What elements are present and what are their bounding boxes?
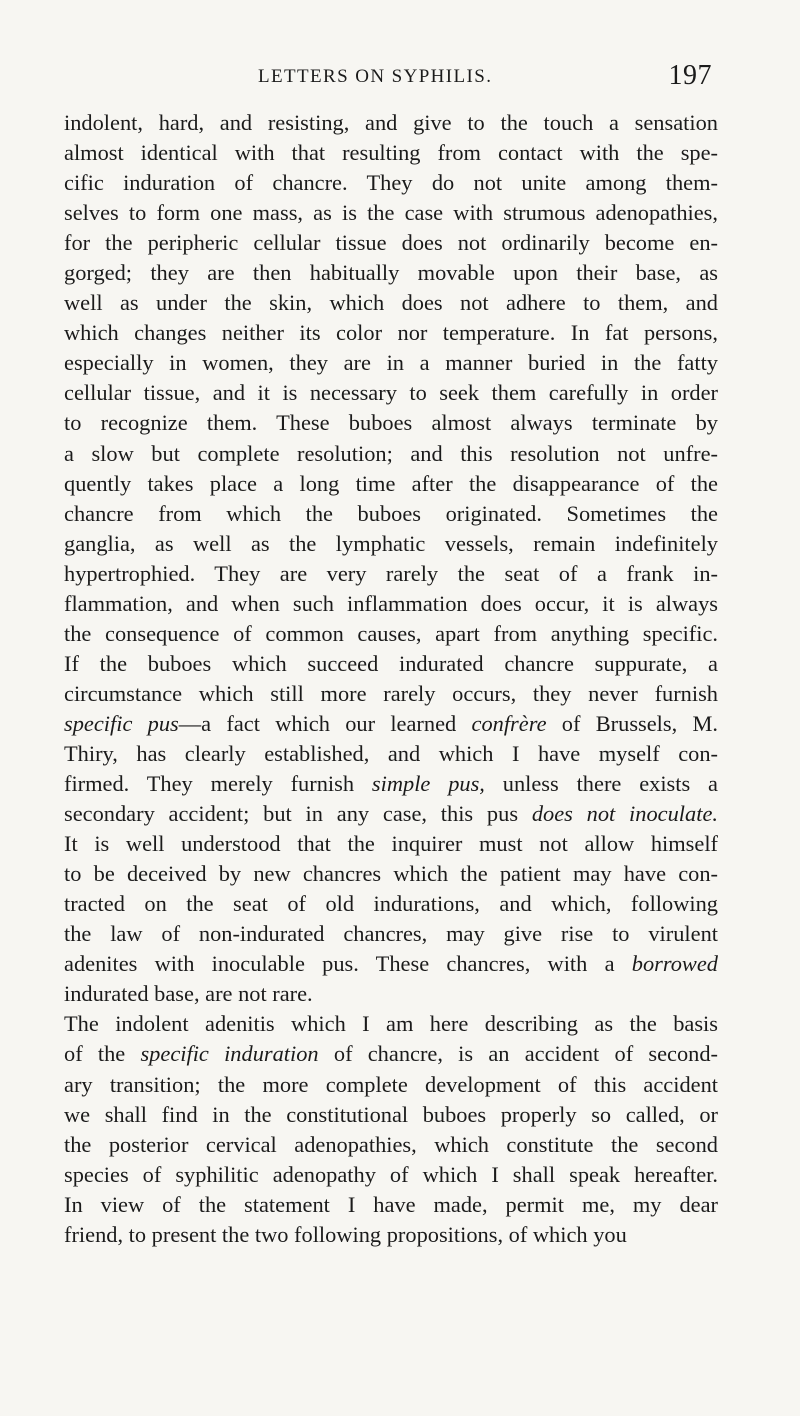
text-segment: indolent, hard, and resisting, and give to the touch a sensation (64, 110, 718, 135)
text-line (64, 439, 718, 469)
text-line (64, 1160, 718, 1190)
text-segment: circumstance which still more rarely occurs, they never furnish (64, 680, 718, 706)
text-line (64, 469, 718, 499)
text-segment: selves to form one mass, as is the case with strumous adenopathies, (64, 200, 718, 226)
italic-text: specific pus (64, 710, 179, 736)
text-segment: The indolent adenitis which I am here describing as the basis (64, 1011, 718, 1037)
text-line (64, 1039, 718, 1069)
text-line (64, 1100, 718, 1130)
text-line (64, 589, 718, 619)
text-line (64, 138, 718, 168)
text-line (64, 859, 718, 889)
text-segment: almost identical with that resulting from contact with the spe- (64, 140, 718, 166)
text-segment: for the peripheric cellular tissue does not ordinarily become en- (64, 230, 718, 256)
text-segment: quently takes place a long time after the disappearance of the (64, 470, 718, 496)
text-line (64, 198, 718, 228)
text-line (64, 348, 718, 378)
text-line (64, 679, 718, 709)
text-segment: we shall find in the constitutional buboes properly so called, or (64, 1101, 718, 1127)
page-number: 197 (668, 60, 712, 91)
text-segment: —a fact which our learned (178, 710, 472, 736)
text-line (64, 559, 718, 589)
text-segment: Thiry, has clearly established, and which I have myself con- (64, 740, 718, 766)
text-segment: chancre from which the buboes originated. Sometimes the (64, 500, 718, 526)
text-line (64, 108, 718, 138)
text-segment: of Brussels, M. (546, 710, 719, 736)
text-line (64, 408, 718, 438)
text-line (64, 709, 718, 739)
text-segment: cellular tissue, and it is necessary to seek them carefully in order (64, 380, 718, 406)
text-segment: to recognize them. These buboes almost always terminate by (64, 410, 718, 436)
text-segment: flammation, and when such inflammation does occur, it is always (64, 590, 718, 616)
text-segment: the law of non-indurated chancres, may give rise to virulent (64, 921, 718, 947)
running-head: LETTERS ON SYPHILIS. (258, 66, 493, 87)
text-segment: especially in women, they are in a manner buried in the fatty (64, 350, 718, 376)
text-line (64, 1220, 718, 1250)
text-segment: species of syphilitic adenopathy of which I shall speak hereafter. (64, 1161, 718, 1187)
text-line (64, 829, 718, 859)
italic-text: confrère (471, 710, 547, 736)
text-line (64, 889, 718, 919)
text-segment: adenites with inoculable pus. These chancres, with a (64, 951, 632, 977)
text-line (64, 1130, 718, 1160)
italic-text: specific induration (140, 1041, 319, 1067)
text-line (64, 1190, 718, 1220)
text-line (64, 529, 718, 559)
text-line (64, 949, 718, 979)
text-line (64, 318, 718, 348)
text-line (64, 979, 718, 1009)
text-segment: cific induration of chancre. They do not unite among them- (64, 170, 718, 196)
text-line (64, 499, 718, 529)
text-segment: which changes neither its color nor temperature. In fat persons, (64, 320, 718, 346)
text-line (64, 769, 718, 799)
text-line (64, 378, 718, 408)
text-line (64, 168, 718, 198)
text-segment: It is well understood that the inquirer must not allow himself (64, 831, 718, 857)
italic-text: simple pus, (371, 771, 485, 797)
body-text (64, 108, 718, 1250)
text-segment: the consequence of common causes, apart from anything specific. (64, 620, 718, 646)
text-line (64, 619, 718, 649)
text-segment: tracted on the seat of old indurations, and which, following (64, 891, 718, 917)
text-line (64, 649, 718, 679)
text-segment: If the buboes which succeed indurated chancre suppurate, a (64, 650, 718, 676)
text-segment: gorged; they are then habitually movable upon their base, as (64, 260, 718, 286)
text-line (64, 288, 718, 318)
text-segment: ary transition; the more complete development of this accident (64, 1071, 718, 1097)
text-segment: the posterior cervical adenopathies, which constitute the second (64, 1131, 718, 1157)
text-line (64, 1009, 718, 1039)
text-line (64, 1070, 718, 1100)
text-segment: well as under the skin, which does not adhere to them, and (64, 290, 718, 316)
text-segment: friend, to present the two following propositions, of which you (64, 1221, 627, 1247)
text-segment: In view of the statement I have made, permit me, my dear (64, 1191, 718, 1217)
text-segment: secondary accident; but in any case, this pus (64, 801, 532, 827)
text-segment: ganglia, as well as the lymphatic vessels, remain indefinitely (64, 530, 718, 556)
text-segment: firmed. They merely furnish (64, 771, 372, 797)
italic-text: borrowed (631, 951, 718, 977)
italic-text: does not inoculate. (531, 801, 718, 827)
text-line (64, 258, 718, 288)
text-segment: to be deceived by new chancres which the patient may have con- (64, 861, 718, 887)
text-segment: hypertrophied. They are very rarely the seat of a frank in- (64, 560, 718, 586)
text-line (64, 228, 718, 258)
text-segment: unless there exists a (484, 771, 718, 797)
text-line (64, 739, 718, 769)
text-segment: of chancre, is an accident of second- (318, 1041, 719, 1067)
text-segment: of the (64, 1041, 141, 1067)
page-header (258, 60, 718, 96)
text-line (64, 919, 718, 949)
text-segment: indurated base, are not rare. (64, 981, 313, 1007)
text-line (64, 799, 718, 829)
text-segment: a slow but complete resolution; and this resolution not unfre- (64, 440, 718, 466)
